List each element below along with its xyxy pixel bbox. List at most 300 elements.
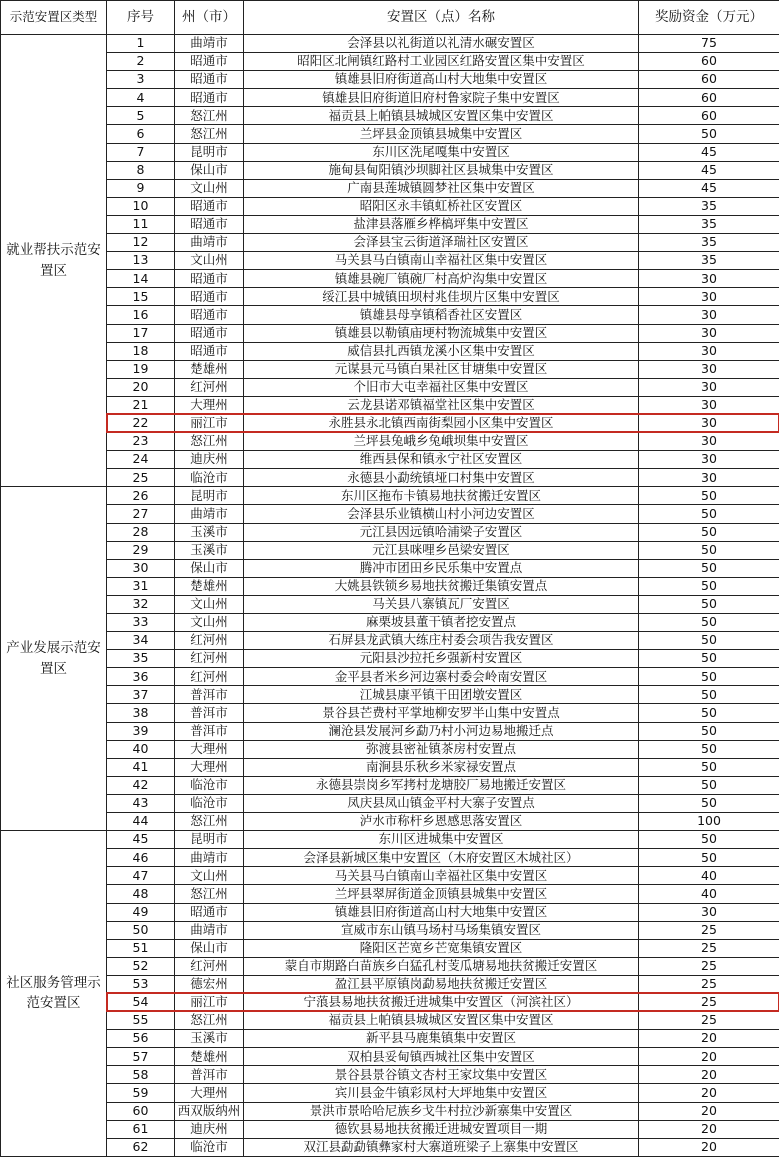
site-name-cell: 福贡县上帕镇县城城区安置区集中安置区 <box>244 1012 639 1030</box>
site-name-cell: 景谷县景谷镇文杏村王家坟集中安置区 <box>244 1066 639 1084</box>
prefecture-cell: 昭通市 <box>175 89 244 107</box>
funds-cell: 50 <box>639 614 779 632</box>
site-name-cell: 弥渡县密祉镇茶房村安置点 <box>244 740 639 758</box>
prefecture-cell: 昆明市 <box>175 487 244 505</box>
funds-cell: 60 <box>639 89 779 107</box>
prefecture-cell: 临沧市 <box>175 776 244 794</box>
group-type-cell: 社区服务管理示范安置区 <box>1 831 107 1157</box>
table-row <box>1 252 779 270</box>
table-row <box>1 758 779 776</box>
table-row <box>1 89 779 107</box>
funds-cell: 30 <box>639 396 779 414</box>
funds-cell: 20 <box>639 1066 779 1084</box>
site-name-cell: 凤庆县凤山镇金平村大寨子安置点 <box>244 794 639 812</box>
row-number-cell: 7 <box>107 143 175 161</box>
table-row <box>1 1102 779 1120</box>
site-name-cell: 会泽县乐业镇横山村小河边安置区 <box>244 505 639 523</box>
row-number-cell: 11 <box>107 215 175 233</box>
site-name-cell: 镇雄县以勒镇庙埂村物流城集中安置区 <box>244 324 639 342</box>
site-name-cell: 宣威市东山镇马场村马场集镇安置区 <box>244 921 639 939</box>
site-name-cell: 永德县小勐统镇垭口村集中安置区 <box>244 469 639 487</box>
site-name-cell: 会泽县宝云街道泽瑞社区安置区 <box>244 234 639 252</box>
site-name-cell: 盐津县落雁乡桦槁坪集中安置区 <box>244 215 639 233</box>
site-name-cell: 昭阳区永丰镇虹桥社区安置区 <box>244 197 639 215</box>
site-name-cell: 永胜县永北镇西南街梨园小区集中安置区 <box>244 414 639 432</box>
funds-cell: 50 <box>639 668 779 686</box>
table-row <box>1 143 779 161</box>
site-name-cell: 双江县勐勐镇彝家村大寨道班梁子上寨集中安置区 <box>244 1138 639 1156</box>
site-name-cell: 景洪市景哈哈尼族乡戈牛村拉沙新寨集中安置区 <box>244 1102 639 1120</box>
funds-cell: 50 <box>639 704 779 722</box>
site-name-cell: 蒙自市期路白苗族乡白猛孔村芰瓜塘易地扶贫搬迁安置区 <box>244 957 639 975</box>
site-name-cell: 金平县者米乡河边寨村委会岭南安置区 <box>244 668 639 686</box>
row-number-cell: 31 <box>107 577 175 595</box>
site-name-cell: 镇雄县旧府街道高山村大地集中安置区 <box>244 903 639 921</box>
prefecture-cell: 昆明市 <box>175 143 244 161</box>
funds-cell: 30 <box>639 433 779 451</box>
funds-cell: 50 <box>639 487 779 505</box>
site-name-cell: 泸水市称杆乡恩感思落安置区 <box>244 813 639 831</box>
site-name-cell: 绥江县中城镇田坝村兆佳坝片区集中安置区 <box>244 288 639 306</box>
row-number-cell: 26 <box>107 487 175 505</box>
prefecture-cell: 曲靖市 <box>175 234 244 252</box>
table-row <box>1 324 779 342</box>
table-row <box>1 885 779 903</box>
row-number-cell: 13 <box>107 252 175 270</box>
prefecture-cell: 昭通市 <box>175 197 244 215</box>
table-row <box>1 614 779 632</box>
prefecture-cell: 文山州 <box>175 252 244 270</box>
prefecture-cell: 普洱市 <box>175 722 244 740</box>
row-number-cell: 32 <box>107 595 175 613</box>
row-number-cell: 44 <box>107 813 175 831</box>
site-name-cell: 会泽县以礼街道以礼清水碾安置区 <box>244 35 639 53</box>
table-row <box>1 903 779 921</box>
prefecture-cell: 怒江州 <box>175 125 244 143</box>
row-number-cell: 18 <box>107 342 175 360</box>
table-row <box>1 740 779 758</box>
row-number-cell: 56 <box>107 1030 175 1048</box>
prefecture-cell: 红河州 <box>175 632 244 650</box>
table-row <box>1 342 779 360</box>
funds-cell: 60 <box>639 71 779 89</box>
funds-cell: 20 <box>639 1138 779 1156</box>
funds-cell: 50 <box>639 577 779 595</box>
row-number-cell: 49 <box>107 903 175 921</box>
prefecture-cell: 怒江州 <box>175 1012 244 1030</box>
row-number-cell: 60 <box>107 1102 175 1120</box>
prefecture-cell: 昭通市 <box>175 71 244 89</box>
table-row <box>1 632 779 650</box>
row-number-cell: 12 <box>107 234 175 252</box>
prefecture-cell: 保山市 <box>175 559 244 577</box>
site-name-cell: 宁蒗县易地扶贫搬迁进城集中安置区（河滨社区） <box>244 993 639 1011</box>
prefecture-cell: 楚雄州 <box>175 360 244 378</box>
row-number-cell: 57 <box>107 1048 175 1066</box>
site-name-cell: 元谋县元马镇白果社区甘塘集中安置区 <box>244 360 639 378</box>
row-number-cell: 23 <box>107 433 175 451</box>
prefecture-cell: 昭通市 <box>175 306 244 324</box>
row-number-cell: 48 <box>107 885 175 903</box>
funds-cell: 20 <box>639 1030 779 1048</box>
table-row <box>1 71 779 89</box>
site-name-cell: 石屏县龙武镇大练庄村委会项告我安置区 <box>244 632 639 650</box>
row-number-cell: 8 <box>107 161 175 179</box>
funds-cell: 25 <box>639 975 779 993</box>
funds-cell: 30 <box>639 469 779 487</box>
row-number-cell: 54 <box>107 993 175 1011</box>
table-row <box>1 939 779 957</box>
prefecture-cell: 文山州 <box>175 595 244 613</box>
prefecture-cell: 保山市 <box>175 939 244 957</box>
site-name-cell: 盈江县平原镇岗勐易地扶贫搬迁安置区 <box>244 975 639 993</box>
site-name-cell: 镇雄县碗厂镇碗厂村高炉沟集中安置区 <box>244 270 639 288</box>
table-row <box>1 360 779 378</box>
row-number-cell: 5 <box>107 107 175 125</box>
header-prefecture: 州（市） <box>175 1 244 35</box>
prefecture-cell: 大理州 <box>175 396 244 414</box>
site-name-cell: 施甸县甸阳镇沙坝脚社区县城集中安置区 <box>244 161 639 179</box>
funds-cell: 35 <box>639 197 779 215</box>
header-type: 示范安置区类型 <box>1 1 107 35</box>
table-row <box>1 1048 779 1066</box>
funds-cell: 30 <box>639 342 779 360</box>
table-row <box>1 1066 779 1084</box>
funds-cell: 25 <box>639 957 779 975</box>
site-name-cell: 德钦县易地扶贫搬迁进城安置项目一期 <box>244 1120 639 1138</box>
prefecture-cell: 怒江州 <box>175 885 244 903</box>
funds-cell: 30 <box>639 270 779 288</box>
table-row <box>1 487 779 505</box>
row-number-cell: 19 <box>107 360 175 378</box>
funds-cell: 20 <box>639 1048 779 1066</box>
prefecture-cell: 临沧市 <box>175 469 244 487</box>
site-name-cell: 东川区拖布卡镇易地扶贫搬迁安置区 <box>244 487 639 505</box>
site-name-cell: 东川区进城集中安置区 <box>244 831 639 849</box>
funds-cell: 30 <box>639 903 779 921</box>
row-number-cell: 35 <box>107 650 175 668</box>
site-name-cell: 镇雄县旧府街道高山村大地集中安置区 <box>244 71 639 89</box>
row-number-cell: 46 <box>107 849 175 867</box>
funds-cell: 30 <box>639 288 779 306</box>
funds-cell: 50 <box>639 559 779 577</box>
prefecture-cell: 大理州 <box>175 758 244 776</box>
funds-cell: 50 <box>639 125 779 143</box>
table-row <box>1 993 779 1011</box>
prefecture-cell: 西双版纳州 <box>175 1102 244 1120</box>
prefecture-cell: 临沧市 <box>175 1138 244 1156</box>
prefecture-cell: 文山州 <box>175 614 244 632</box>
table-row <box>1 1120 779 1138</box>
table-row <box>1 668 779 686</box>
row-number-cell: 27 <box>107 505 175 523</box>
funds-cell: 50 <box>639 794 779 812</box>
prefecture-cell: 普洱市 <box>175 686 244 704</box>
funds-cell: 30 <box>639 324 779 342</box>
row-number-cell: 17 <box>107 324 175 342</box>
site-name-cell: 广南县莲城镇圆梦社区集中安置区 <box>244 179 639 197</box>
row-number-cell: 21 <box>107 396 175 414</box>
site-name-cell: 镇雄县母享镇稻香社区安置区 <box>244 306 639 324</box>
header-no: 序号 <box>107 1 175 35</box>
site-name-cell: 兰坪县翠屏街道金顶镇县城集中安置区 <box>244 885 639 903</box>
row-number-cell: 61 <box>107 1120 175 1138</box>
table-row <box>1 541 779 559</box>
table-row <box>1 595 779 613</box>
prefecture-cell: 怒江州 <box>175 433 244 451</box>
funds-cell: 50 <box>639 831 779 849</box>
row-number-cell: 38 <box>107 704 175 722</box>
funds-cell: 35 <box>639 234 779 252</box>
funds-cell: 35 <box>639 215 779 233</box>
site-name-cell: 会泽县新城区集中安置区（木府安置区木城社区） <box>244 849 639 867</box>
prefecture-cell: 曲靖市 <box>175 921 244 939</box>
row-number-cell: 28 <box>107 523 175 541</box>
funds-cell: 50 <box>639 758 779 776</box>
group-type-cell: 就业帮扶示范安置区 <box>1 35 107 487</box>
table-row <box>1 957 779 975</box>
row-number-cell: 40 <box>107 740 175 758</box>
row-number-cell: 20 <box>107 378 175 396</box>
funds-cell: 30 <box>639 414 779 432</box>
row-number-cell: 15 <box>107 288 175 306</box>
table-row <box>1 831 779 849</box>
funds-cell: 50 <box>639 595 779 613</box>
site-name-cell: 元江县咪哩乡邑梁安置区 <box>244 541 639 559</box>
funds-cell: 30 <box>639 378 779 396</box>
site-name-cell: 镇雄县旧府街道旧府村鲁家院子集中安置区 <box>244 89 639 107</box>
table-row <box>1 451 779 469</box>
row-number-cell: 3 <box>107 71 175 89</box>
table-row <box>1 378 779 396</box>
site-name-cell: 南涧县乐秋乡米家禄安置点 <box>244 758 639 776</box>
table-row <box>1 704 779 722</box>
funds-cell: 30 <box>639 451 779 469</box>
row-number-cell: 58 <box>107 1066 175 1084</box>
prefecture-cell: 楚雄州 <box>175 1048 244 1066</box>
prefecture-cell: 德宏州 <box>175 975 244 993</box>
row-number-cell: 2 <box>107 53 175 71</box>
prefecture-cell: 玉溪市 <box>175 541 244 559</box>
site-name-cell: 马关县马白镇南山幸福社区集中安置区 <box>244 252 639 270</box>
prefecture-cell: 曲靖市 <box>175 35 244 53</box>
row-number-cell: 25 <box>107 469 175 487</box>
table-row <box>1 1030 779 1048</box>
prefecture-cell: 昭通市 <box>175 342 244 360</box>
table-row <box>1 686 779 704</box>
row-number-cell: 53 <box>107 975 175 993</box>
site-name-cell: 维西县保和镇永宁社区安置区 <box>244 451 639 469</box>
row-number-cell: 29 <box>107 541 175 559</box>
site-name-cell: 新平县马鹿集镇集中安置区 <box>244 1030 639 1048</box>
prefecture-cell: 昭通市 <box>175 270 244 288</box>
row-number-cell: 33 <box>107 614 175 632</box>
funds-cell: 25 <box>639 1012 779 1030</box>
table-row <box>1 306 779 324</box>
prefecture-cell: 楚雄州 <box>175 577 244 595</box>
prefecture-cell: 临沧市 <box>175 794 244 812</box>
site-name-cell: 麻栗坡县董干镇者挖安置点 <box>244 614 639 632</box>
table-row <box>1 270 779 288</box>
row-number-cell: 30 <box>107 559 175 577</box>
funds-cell: 60 <box>639 107 779 125</box>
site-name-cell: 腾冲市团田乡民乐集中安置点 <box>244 559 639 577</box>
prefecture-cell: 普洱市 <box>175 1066 244 1084</box>
funds-cell: 30 <box>639 306 779 324</box>
row-number-cell: 41 <box>107 758 175 776</box>
prefecture-cell: 曲靖市 <box>175 505 244 523</box>
row-number-cell: 16 <box>107 306 175 324</box>
site-name-cell: 马关县马白镇南山幸福社区集中安置区 <box>244 867 639 885</box>
funds-cell: 50 <box>639 650 779 668</box>
row-number-cell: 45 <box>107 831 175 849</box>
prefecture-cell: 红河州 <box>175 650 244 668</box>
row-number-cell: 52 <box>107 957 175 975</box>
funds-cell: 100 <box>639 813 779 831</box>
prefecture-cell: 曲靖市 <box>175 849 244 867</box>
funds-cell: 20 <box>639 1084 779 1102</box>
prefecture-cell: 大理州 <box>175 1084 244 1102</box>
funds-cell: 40 <box>639 885 779 903</box>
table-row <box>1 215 779 233</box>
prefecture-cell: 文山州 <box>175 179 244 197</box>
site-name-cell: 澜沧县发展河乡勐乃村小河边易地搬迁点 <box>244 722 639 740</box>
funds-cell: 20 <box>639 1102 779 1120</box>
table-row <box>1 161 779 179</box>
prefecture-cell: 怒江州 <box>175 107 244 125</box>
group-type-cell: 产业发展示范安置区 <box>1 487 107 831</box>
table-row <box>1 849 779 867</box>
table-row <box>1 867 779 885</box>
row-number-cell: 1 <box>107 35 175 53</box>
funds-cell: 50 <box>639 849 779 867</box>
row-number-cell: 24 <box>107 451 175 469</box>
prefecture-cell: 丽江市 <box>175 993 244 1011</box>
funds-cell: 25 <box>639 939 779 957</box>
table-row <box>1 975 779 993</box>
prefecture-cell: 文山州 <box>175 867 244 885</box>
row-number-cell: 55 <box>107 1012 175 1030</box>
funds-cell: 25 <box>639 921 779 939</box>
table-row <box>1 559 779 577</box>
table-row <box>1 813 779 831</box>
prefecture-cell: 昭通市 <box>175 215 244 233</box>
funds-cell: 50 <box>639 722 779 740</box>
funds-cell: 20 <box>639 1120 779 1138</box>
table-row <box>1 234 779 252</box>
site-name-cell: 永德县崇岗乡军拷村龙塘胶厂易地搬迁安置区 <box>244 776 639 794</box>
table-row <box>1 433 779 451</box>
row-number-cell: 34 <box>107 632 175 650</box>
prefecture-cell: 昭通市 <box>175 903 244 921</box>
row-number-cell: 37 <box>107 686 175 704</box>
prefecture-cell: 迪庆州 <box>175 451 244 469</box>
table-row <box>1 776 779 794</box>
site-name-cell: 景谷县芒费村平掌地柳安罗半山集中安置点 <box>244 704 639 722</box>
funds-cell: 75 <box>639 35 779 53</box>
table-row <box>1 650 779 668</box>
funds-cell: 25 <box>639 993 779 1011</box>
funds-cell: 50 <box>639 776 779 794</box>
table-row <box>1 577 779 595</box>
site-name-cell: 隆阳区芒宽乡芒宽集镇安置区 <box>244 939 639 957</box>
row-number-cell: 6 <box>107 125 175 143</box>
funds-cell: 50 <box>639 541 779 559</box>
table-row <box>1 197 779 215</box>
site-name-cell: 元江县因远镇哈浦梁子安置区 <box>244 523 639 541</box>
row-number-cell: 59 <box>107 1084 175 1102</box>
header-funds: 奖励资金（万元） <box>639 1 779 35</box>
prefecture-cell: 昆明市 <box>175 831 244 849</box>
funds-cell: 35 <box>639 252 779 270</box>
row-number-cell: 10 <box>107 197 175 215</box>
table-row <box>1 35 779 53</box>
row-number-cell: 62 <box>107 1138 175 1156</box>
site-name-cell: 云龙县诺邓镇福堂社区集中安置区 <box>244 396 639 414</box>
prefecture-cell: 玉溪市 <box>175 1030 244 1048</box>
header-row <box>1 1 779 35</box>
site-name-cell: 兰坪县金顶镇县城集中安置区 <box>244 125 639 143</box>
funds-cell: 50 <box>639 740 779 758</box>
table-row <box>1 414 779 432</box>
row-number-cell: 22 <box>107 414 175 432</box>
table-row <box>1 288 779 306</box>
funds-cell: 50 <box>639 505 779 523</box>
prefecture-cell: 红河州 <box>175 378 244 396</box>
prefecture-cell: 普洱市 <box>175 704 244 722</box>
row-number-cell: 9 <box>107 179 175 197</box>
prefecture-cell: 昭通市 <box>175 53 244 71</box>
prefecture-cell: 昭通市 <box>175 288 244 306</box>
funds-cell: 60 <box>639 53 779 71</box>
table-row <box>1 505 779 523</box>
table-row <box>1 125 779 143</box>
site-name-cell: 昭阳区北闸镇红路村工业园区红路安置区集中安置区 <box>244 53 639 71</box>
row-number-cell: 36 <box>107 668 175 686</box>
prefecture-cell: 丽江市 <box>175 414 244 432</box>
site-name-cell: 个旧市大屯幸福社区集中安置区 <box>244 378 639 396</box>
row-number-cell: 42 <box>107 776 175 794</box>
site-name-cell: 兰坪县兔峨乡兔峨坝集中安置区 <box>244 433 639 451</box>
table-row <box>1 396 779 414</box>
site-name-cell: 元阳县沙拉托乡强新村安置区 <box>244 650 639 668</box>
table-row <box>1 1084 779 1102</box>
funds-cell: 45 <box>639 161 779 179</box>
site-name-cell: 江城县康平镇干田团墩安置区 <box>244 686 639 704</box>
table-row <box>1 53 779 71</box>
funds-cell: 50 <box>639 632 779 650</box>
site-name-cell: 福贡县上帕镇县城城区安置区集中安置区 <box>244 107 639 125</box>
prefecture-cell: 大理州 <box>175 740 244 758</box>
table-row <box>1 523 779 541</box>
prefecture-cell: 迪庆州 <box>175 1120 244 1138</box>
site-name-cell: 宾川县金牛镇彩凤村大坪地集中安置区 <box>244 1084 639 1102</box>
row-number-cell: 43 <box>107 794 175 812</box>
table-row <box>1 921 779 939</box>
header-site: 安置区（点）名称 <box>244 1 639 35</box>
site-name-cell: 马关县八寨镇瓦厂安置区 <box>244 595 639 613</box>
prefecture-cell: 怒江州 <box>175 813 244 831</box>
prefecture-cell: 昭通市 <box>175 324 244 342</box>
site-name-cell: 威信县扎西镇龙溪小区集中安置区 <box>244 342 639 360</box>
site-name-cell: 大姚县铁锁乡易地扶贫搬迁集镇安置点 <box>244 577 639 595</box>
table-row <box>1 722 779 740</box>
row-number-cell: 39 <box>107 722 175 740</box>
site-name-cell: 双柏县妥甸镇西城社区集中安置区 <box>244 1048 639 1066</box>
funds-cell: 45 <box>639 143 779 161</box>
funds-cell: 45 <box>639 179 779 197</box>
table-row <box>1 469 779 487</box>
